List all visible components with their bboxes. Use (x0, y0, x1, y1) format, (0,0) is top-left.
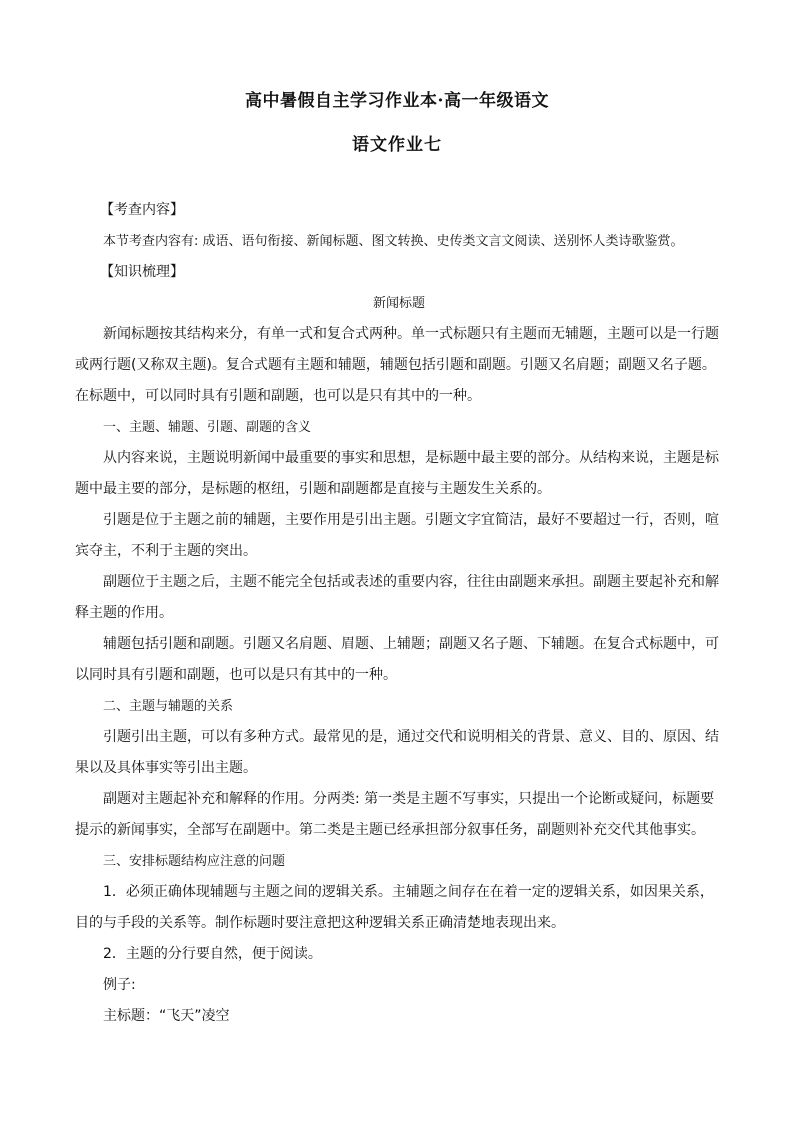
paragraph-line: 释主题的作用。 (75, 605, 173, 621)
main-title-example: 主标题：“飞天”凌空 (103, 1008, 230, 1024)
paragraph-line: 以同时具有引题和副题，也可以是只有其中的一种。 (75, 667, 397, 683)
paragraph-line: 果以及具体事实等引出主题。 (75, 760, 257, 776)
paragraph-line: 目的与手段的关系等。制作标题时要注意把这种逻辑关系正确清楚地表现出来。 (75, 915, 565, 931)
paragraph-line: 引题引出主题，可以有多种方式。最常见的是，通过交代和说明相关的背景、意义、目的、原因、结 (103, 729, 719, 745)
document-body (75, 195, 723, 1032)
paragraph-line: 副题对主题起补充和解释的作用。分两类: 第一类是主题不写事实，只提出一个论断或疑问，标题要 (103, 791, 715, 807)
paragraph-line: 1．必须正确体现辅题与主题之间的逻辑关系。主辅题之间存在在着一定的逻辑关系，如因果关系， (103, 884, 714, 900)
paragraph-line: 宾夺主，不利于主题的突出。 (75, 543, 257, 559)
paragraph-line: 引题是位于主题之前的辅题，主要作用是引出主题。引题文字宜简洁，最好不要超过一行，否则，喧 (103, 512, 719, 528)
intro-line: 在标题中，可以同时具有引题和副题，也可以是只有其中的一种。 (75, 388, 481, 404)
part3-heading: 三、安排标题结构应注意的问题 (103, 854, 286, 869)
paragraph-line: 提示的新闻事实，全部写在副题中。第二类是主题已经承担部分叙事任务，副题则补充交代其他事实。 (75, 822, 705, 838)
part1-heading: 一、主题、辅题、引题、副题的含义 (103, 420, 312, 435)
paragraph-line: 辅题包括引题和副题。引题又名肩题、眉题、上辅题；副题又名子题、下辅题。在复合式标题中，可 (103, 636, 719, 652)
intro-line: 或两行题(又称双主题)。复合式题有主题和辅题，辅题包括引题和副题。引题又名肩题；副题又名子题。 (75, 357, 716, 373)
paragraph-line: 副题位于主题之后，主题不能完全包括或表述的重要内容，往往由副题来承担。副题主要起补充和解 (103, 574, 719, 590)
exam-content-heading: 【考查内容】 (100, 202, 184, 218)
document-header-title: 高中暑假自主学习作业本·高一年级语文 (245, 91, 549, 111)
paragraph-line: 从内容来说，主题说明新闻中最重要的事实和思想，是标题中最主要的部分。从结构来说，主题是标 (103, 450, 719, 466)
news-title-heading: 新闻标题 (372, 296, 425, 311)
intro-line: 新闻标题按其结构来分，有单一式和复合式两种。单一式标题只有主题而无辅题，主题可以是一行题 (103, 326, 719, 342)
part2-heading: 二、主题与辅题的关系 (103, 699, 234, 714)
document-subtitle: 语文作业七 (352, 135, 442, 155)
exam-content-text: 本节考查内容有: 成语、语句衔接、新闻标题、图文转换、史传类文言文阅读、送别怀人类诗歌鉴赏。 (103, 234, 684, 249)
example-label: 例子: (103, 977, 136, 993)
knowledge-heading: 【知识梳理】 (100, 264, 184, 280)
paragraph-line: 2．主题的分行要自然，便于阅读。 (103, 946, 322, 962)
paragraph-line: 题中最主要的部分，是标题的枢纽，引题和副题都是直接与主题发生关系的。 (75, 481, 551, 497)
